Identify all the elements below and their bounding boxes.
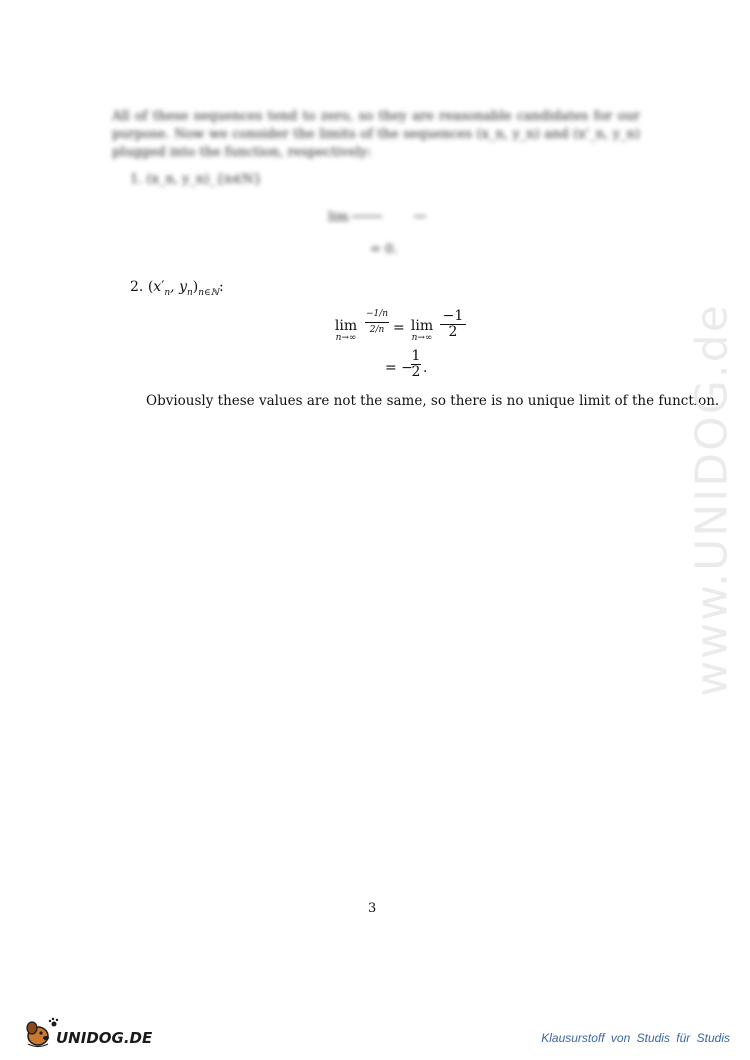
list-item-2 [130, 279, 224, 298]
list-item-1-label: (x_n, y_n)_{n∈N} [146, 172, 262, 187]
logo-text[interactable]: UNIDOG.DE [56, 1029, 153, 1047]
colon: : [218, 279, 224, 295]
equals-sign: = [393, 320, 405, 336]
subscript-n-2: n [186, 287, 193, 298]
equation-1-result: = 0. [370, 242, 398, 257]
limit-equation [325, 308, 495, 388]
result-equals: = − [385, 360, 413, 376]
list-item-1 [130, 172, 262, 187]
result-numerator: 1 [411, 348, 421, 364]
footer-tagline: Klausurstoff von Studis für Studis [541, 1031, 730, 1045]
lhs-denominator: 2/n [369, 325, 385, 335]
result-fraction [411, 350, 421, 379]
intro-paragraph: All of these sequences tend to zero, so they are reasonable candidates for our purpose. Now we consider the limits of the sequences (x_n, y_n) and (x'_n, y_n) plugged into the function, respectively: [112, 109, 640, 160]
equation-1-fraction [352, 202, 382, 217]
list-item-1-marker: 1. [130, 172, 143, 187]
lhs-fraction [365, 308, 389, 337]
equation-1-fraction-2 [414, 202, 426, 217]
rhs-fraction [440, 310, 466, 339]
page-number: 3 [368, 901, 377, 916]
lhs-numerator: −1/n [365, 309, 389, 319]
limit-operator-right: lim n→∞ [410, 318, 434, 343]
equation-1 [322, 200, 462, 260]
conclusion-text: Obviously these values are not the same, so there is no unique limit of the function. [146, 393, 720, 409]
rhs-numerator: −1 [442, 308, 464, 324]
equation-1-lim: lim [328, 210, 349, 225]
index-set: n∈ℕ [198, 287, 219, 298]
result-period: . [423, 360, 428, 376]
limit-operator-left: lim n→∞ [334, 318, 358, 343]
watermark: www.UNIDOG.de [686, 303, 738, 697]
subscript-n: n [164, 287, 171, 298]
rhs-denominator: 2 [448, 324, 458, 340]
paren-close: ) [192, 279, 199, 295]
list-item-2-label: ($x'_n$, $y_n)_{n\in ℕ}$: [147, 279, 224, 298]
sequence-y: , y [170, 279, 187, 295]
prime-mark: ′ [161, 279, 165, 295]
result-denominator: 2 [411, 364, 421, 380]
list-item-2-marker: 2. [130, 279, 144, 295]
sequence-x: x [153, 279, 162, 295]
